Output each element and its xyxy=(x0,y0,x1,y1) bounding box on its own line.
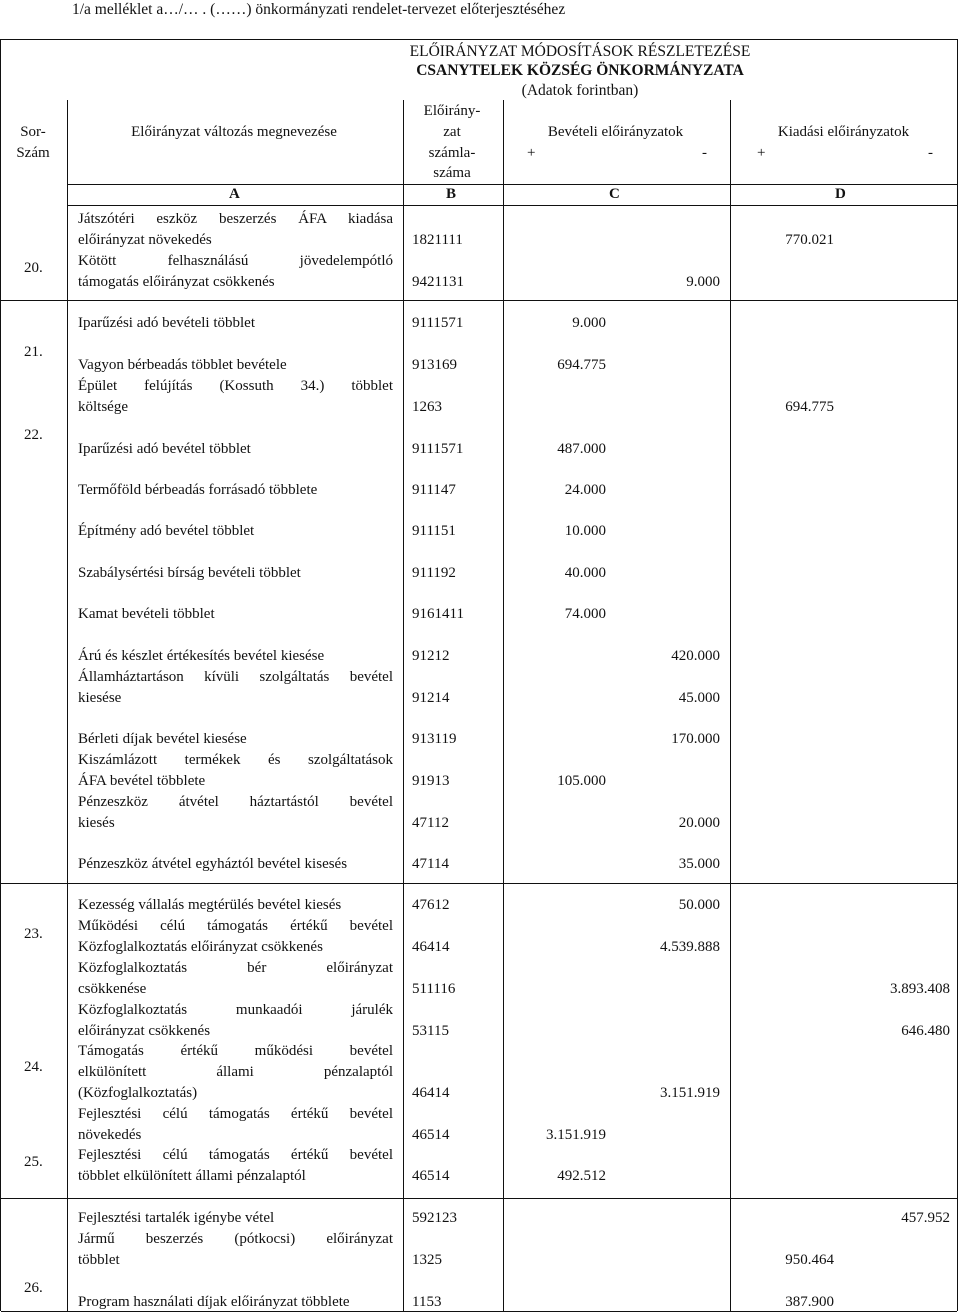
row-description-line: többlet elkülönített állami pénzalaptól xyxy=(78,1168,306,1184)
row-description-line: Fejlesztési tartalék igénybe vétel xyxy=(78,1210,275,1226)
row-description-line: Közfoglalkoztatás bér előirányzat xyxy=(78,960,393,976)
col-divider-rev xyxy=(730,100,731,1311)
row-description-line: Államháztartáson kívüli szolgáltatás bevétel xyxy=(78,669,393,685)
row-description-line: Fejlesztési célú támogatás értékű bevétel xyxy=(78,1147,393,1163)
row-description-line: költsége xyxy=(78,399,128,415)
revenue-decrease-amount: 170.000 xyxy=(671,731,720,747)
row-description-line: ÁFA bevétel többlete xyxy=(78,773,206,789)
row-description-line: növekedés xyxy=(78,1127,142,1143)
account-code: 53115 xyxy=(412,1023,449,1039)
group-line-20 xyxy=(1,300,957,301)
expenditure-increase-amount: 770.021 xyxy=(785,232,834,248)
revenue-increase-amount: 487.000 xyxy=(557,441,606,457)
account-code: 911151 xyxy=(412,523,456,539)
account-code: 1821111 xyxy=(412,232,463,248)
sor-number-23: 23. xyxy=(24,926,43,942)
expenditure-decrease-amount: 646.480 xyxy=(901,1023,950,1039)
revenue-plus: + xyxy=(527,145,536,161)
row-description-line: Építmény adó bevétel többlet xyxy=(78,523,255,539)
revenue-increase-amount: 10.000 xyxy=(564,523,606,539)
row-description-line: Iparűzési adó bevételi többlet xyxy=(78,315,256,331)
letter-d: D xyxy=(835,186,846,202)
account-code: 46414 xyxy=(412,1085,450,1101)
row-description-line: Pénzeszköz átvétel egyháztól bevétel kisesés xyxy=(78,856,348,872)
row-description-line: Program használati díjak előirányzat többlete xyxy=(78,1294,350,1310)
group-line-22 xyxy=(1,883,957,884)
code-header-2: zat xyxy=(443,124,461,140)
revenue-increase-amount: 40.000 xyxy=(564,565,606,581)
sor-number-26: 26. xyxy=(24,1280,43,1296)
row-description-line: Támogatás értékű működési bevétel xyxy=(78,1043,393,1059)
account-code: 9421131 xyxy=(412,274,464,290)
header-line-letters xyxy=(67,184,957,185)
account-code: 9111571 xyxy=(412,441,464,457)
row-description-line: kiesés xyxy=(78,815,115,831)
expenditure-plus: + xyxy=(757,145,766,161)
revenue-increase-amount: 492.512 xyxy=(557,1168,606,1184)
title-line-3: (Adatok forintban) xyxy=(521,82,639,99)
account-code: 91214 xyxy=(412,690,450,706)
row-description-line: Kezesség vállalás megtérülés bevétel kiesés xyxy=(78,897,342,913)
revenue-decrease-amount: 3.151.919 xyxy=(660,1085,720,1101)
header-line-bottom xyxy=(67,205,957,206)
row-description-line: Kiszámlázott termékek és szolgáltatások xyxy=(78,752,393,768)
row-description-line: kiesése xyxy=(78,690,122,706)
title-line-1: ELŐIRÁNYZAT MÓDOSÍTÁSOK RÉSZLETEZÉSE xyxy=(409,43,751,60)
letter-c: C xyxy=(609,186,620,202)
row-description-line: előirányzat csökkenés xyxy=(78,1023,211,1039)
row-description-line: (Közfoglalkoztatás) xyxy=(78,1085,198,1101)
expenditure-increase-amount: 387.900 xyxy=(785,1294,834,1310)
col-divider-code xyxy=(503,100,504,1311)
account-code: 91913 xyxy=(412,773,450,789)
row-description-line: többlet xyxy=(78,1252,120,1268)
row-description-line: Fejlesztési célú támogatás értékű bevétel xyxy=(78,1106,393,1122)
row-description-line: csökkenése xyxy=(78,981,147,997)
letter-a: A xyxy=(229,186,240,202)
sor-number-21: 21. xyxy=(24,344,43,360)
account-code: 47112 xyxy=(412,815,449,831)
row-description-line: Épület felújítás (Kossuth 34.) többlet xyxy=(78,378,393,394)
account-code: 46414 xyxy=(412,939,450,955)
account-code: 911147 xyxy=(412,482,456,498)
account-code: 913169 xyxy=(412,357,457,373)
account-code: 9161411 xyxy=(412,606,464,622)
sor-number-20: 20. xyxy=(24,260,43,276)
row-description-line: Közfoglalkoztatás előirányzat csökkenés xyxy=(78,939,323,955)
sor-number-25: 25. xyxy=(24,1154,43,1170)
row-description-line: Árú és készlet értékesítés bevétel kiesése xyxy=(78,648,325,664)
revenue-decrease-amount: 9.000 xyxy=(686,274,720,290)
row-description-line: Szabálysértési bírság bevételi többlet xyxy=(78,565,301,581)
row-description-line: Vagyon bérbeadás többlet bevétele xyxy=(78,357,287,373)
code-header-4: száma xyxy=(433,165,471,181)
expenditure-header: Kiadási előirányzatok xyxy=(777,124,910,140)
account-code: 46514 xyxy=(412,1168,450,1184)
row-description-line: Közfoglalkoztatás munkaadói járulék xyxy=(78,1002,393,1018)
revenue-header: Bevételi előirányzatok xyxy=(547,124,684,140)
revenue-increase-amount: 74.000 xyxy=(564,606,606,622)
expenditure-minus: - xyxy=(928,145,933,161)
revenue-increase-amount: 3.151.919 xyxy=(546,1127,606,1143)
sor-number-22: 22. xyxy=(24,427,43,443)
row-description-line: előirányzat növekedés xyxy=(78,232,212,248)
row-description-line: Kötött felhasználású jövedelempótló xyxy=(78,253,393,269)
row-description-line: támogatás előirányzat csökkenés xyxy=(78,274,275,290)
revenue-decrease-amount: 50.000 xyxy=(678,897,720,913)
name-column-header: Előirányzat változás megnevezése xyxy=(131,124,337,140)
group-line-25 xyxy=(1,1198,957,1199)
revenue-decrease-amount: 20.000 xyxy=(678,815,720,831)
account-code: 47114 xyxy=(412,856,449,872)
expenditure-increase-amount: 950.464 xyxy=(785,1252,834,1268)
row-description-line: Iparűzési adó bevétel többlet xyxy=(78,441,251,457)
col-divider-sor xyxy=(67,100,68,1311)
account-code: 592123 xyxy=(412,1210,457,1226)
row-description-line: Bérleti díjak bevétel kiesése xyxy=(78,731,247,747)
revenue-increase-amount: 105.000 xyxy=(557,773,606,789)
expenditure-decrease-amount: 457.952 xyxy=(901,1210,950,1226)
revenue-decrease-amount: 35.000 xyxy=(678,856,720,872)
document-note: 1/a melléklet a…/… . (……) önkormányzati rendelet-tervezet előterjesztéséhez xyxy=(72,1,566,18)
revenue-increase-amount: 9.000 xyxy=(572,315,606,331)
col-divider-name xyxy=(403,100,404,1311)
sor-header-2: Szám xyxy=(16,145,50,161)
account-code: 911192 xyxy=(412,565,456,581)
title-line-2: CSANYTELEK KÖZSÉG ÖNKORMÁNYZATA xyxy=(416,62,744,79)
account-code: 913119 xyxy=(412,731,457,747)
letter-b: B xyxy=(446,186,457,202)
revenue-increase-amount: 24.000 xyxy=(564,482,606,498)
revenue-decrease-amount: 45.000 xyxy=(678,690,720,706)
sor-number-24: 24. xyxy=(24,1059,43,1075)
expenditure-increase-amount: 694.775 xyxy=(785,399,834,415)
row-description-line: elkülönített állami pénzalaptól xyxy=(78,1064,393,1080)
account-code: 1325 xyxy=(412,1252,442,1268)
row-description-line: Kamat bevételi többlet xyxy=(78,606,215,622)
account-code: 46514 xyxy=(412,1127,450,1143)
sor-header-1: Sor- xyxy=(20,124,46,140)
account-code: 1153 xyxy=(412,1294,442,1310)
account-code: 9111571 xyxy=(412,315,464,331)
account-code: 511116 xyxy=(412,981,456,997)
code-header-3: számla- xyxy=(428,145,476,161)
row-description-line: Jármű beszerzés (pótkocsi) előirányzat xyxy=(78,1231,393,1247)
row-description-line: Játszótéri eszköz beszerzés ÁFA kiadása xyxy=(78,211,393,227)
revenue-decrease-amount: 420.000 xyxy=(671,648,720,664)
row-description-line: Pénzeszköz átvétel háztartástól bevétel xyxy=(78,794,393,810)
expenditure-decrease-amount: 3.893.408 xyxy=(890,981,950,997)
row-description-line: Működési célú támogatás értékű bevétel xyxy=(78,918,393,934)
row-description-line: Termőföld bérbeadás forrásadó többlete xyxy=(78,482,318,498)
revenue-minus: - xyxy=(702,145,707,161)
account-code: 91212 xyxy=(412,648,450,664)
revenue-decrease-amount: 4.539.888 xyxy=(660,939,720,955)
revenue-increase-amount: 694.775 xyxy=(557,357,606,373)
account-code: 47612 xyxy=(412,897,450,913)
code-header-1: Előirány- xyxy=(423,103,481,119)
account-code: 1263 xyxy=(412,399,442,415)
